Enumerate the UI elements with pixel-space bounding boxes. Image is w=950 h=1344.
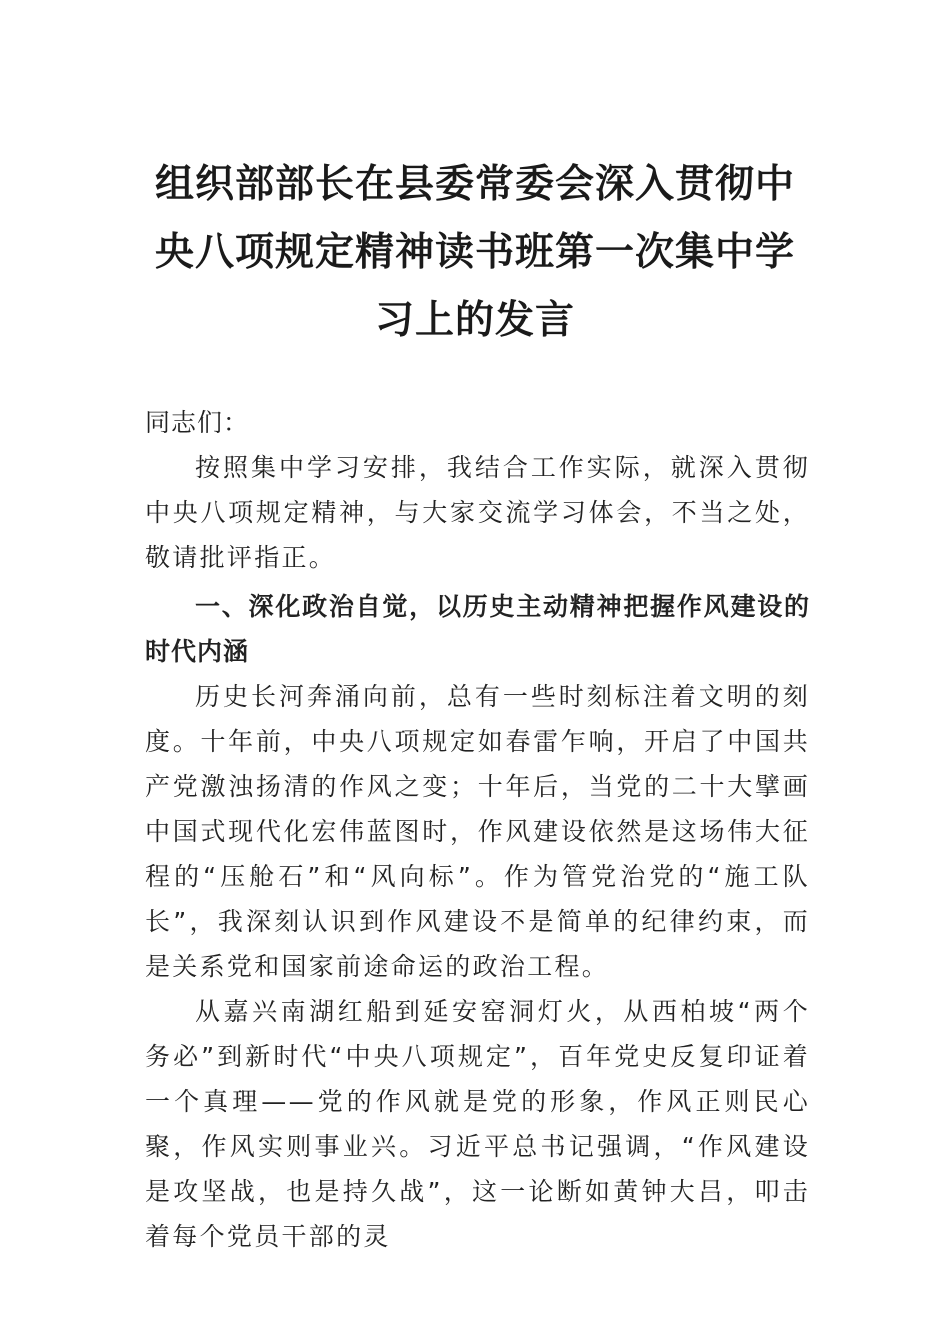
greeting: 同志们： xyxy=(145,408,250,437)
document-body xyxy=(145,400,810,1259)
body-paragraph: 历史长河奔涌向前，总有一些时刻标注着文明的刻度。十年前，中央八项规定如春雷乍响，开启了中国共产党激浊扬清的作风之变；十年后，当党的二十大擘画中国式现代化宏伟蓝图时，作风建设依然是这场伟大征程的“压舱石”和“风向标”。作为管党治党的“施工队长”，我深刻认识到作风建设不是简单的纪律约束，而是关系党和国家前途命运的政治工程。 xyxy=(145,682,810,981)
body-paragraph: 从嘉兴南湖红船到延安窑洞灯火，从西柏坡“两个务必”到新时代“中央八项规定”，百年党史反复印证着一个真理——党的作风就是党的形象，作风正则民心聚，作风实则事业兴。习近平总书记强调，“作风建设是攻坚战，也是持久战”，这一论断如黄钟大吕，叩击着每个党员干部的灵 xyxy=(145,997,810,1251)
document-title: 组织部部长在县委常委会深入贯彻中央八项规定精神读书班第一次集中学习上的发言 xyxy=(154,161,795,343)
intro-paragraph: 按照集中学习安排，我结合工作实际，就深入贯彻中央八项规定精神，与大家交流学习体会，不当之处，敬请批评指正。 xyxy=(145,453,810,572)
section-heading: 一、深化政治自觉，以历史主动精神把握作风建设的时代内涵 xyxy=(145,592,810,666)
